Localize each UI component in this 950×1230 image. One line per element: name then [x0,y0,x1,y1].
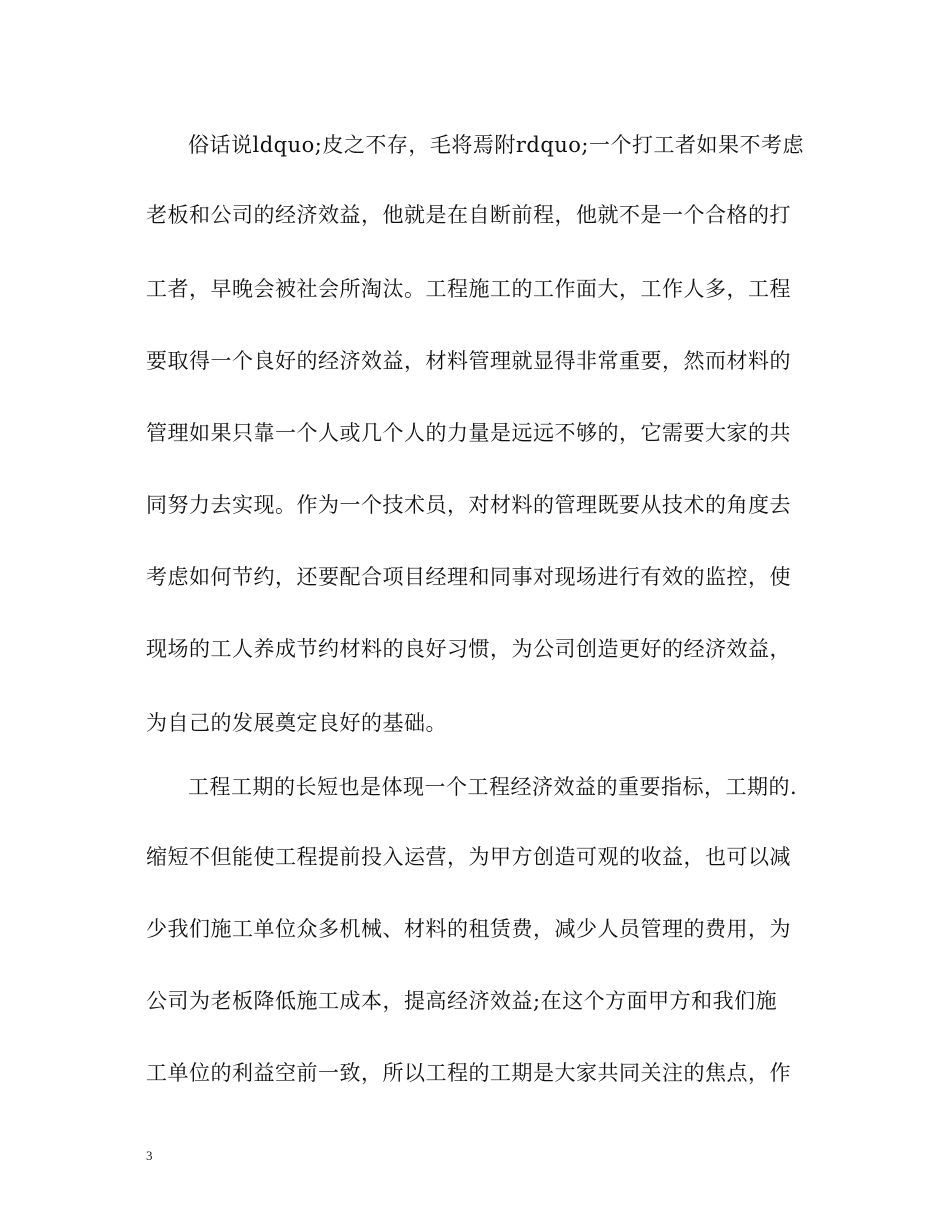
paragraph-2-line-3: 少我们施工单位众多机械、材料的租赁费，减少人员管理的费用，为 [146,917,791,941]
paragraph-2-line-2: 缩短不但能使工程提前投入运营，为甲方创造可观的收益，也可以减 [146,845,791,869]
paragraph-1-line-2: 老板和公司的经济效益，他就是在自断前程，他就不是一个合格的打 [146,203,791,227]
page-number: 3 [146,1148,153,1163]
paragraph-1-line-6: 同努力去实现。作为一个技术员，对材料的管理既要从技术的角度去 [146,493,791,517]
paragraph-1-line-8: 现场的工人养成节约材料的良好习惯，为公司创造更好的经济效益， [146,637,791,661]
paragraph-2-line-1: 工程工期的长短也是体现一个工程经济效益的重要指标，工期的. [188,775,798,799]
paragraph-2-line-5: 工单位的利益空前一致，所以工程的工期是大家共同关注的焦点，作 [146,1061,791,1085]
paragraph-1-line-1: 俗话说ldquo;皮之不存，毛将焉附rdquo;一个打工者如果不考虑 [188,133,805,157]
paragraph-1-line-5: 管理如果只靠一个人或几个人的力量是远远不够的，它需要大家的共 [146,421,791,445]
paragraph-1-line-9: 为自己的发展奠定良好的基础。 [146,711,447,735]
paragraph-1-line-7: 考虑如何节约，还要配合项目经理和同事对现场进行有效的监控，使 [146,565,791,589]
paragraph-1-line-4: 要取得一个良好的经济效益，材料管理就显得非常重要，然而材料的 [146,349,791,373]
paragraph-1-line-3: 工者，早晚会被社会所淘汰。工程施工的工作面大，工作人多，工程 [146,277,791,301]
paragraph-2-line-4: 公司为老板降低施工成本，提高经济效益;在这个方面甲方和我们施 [146,989,778,1013]
